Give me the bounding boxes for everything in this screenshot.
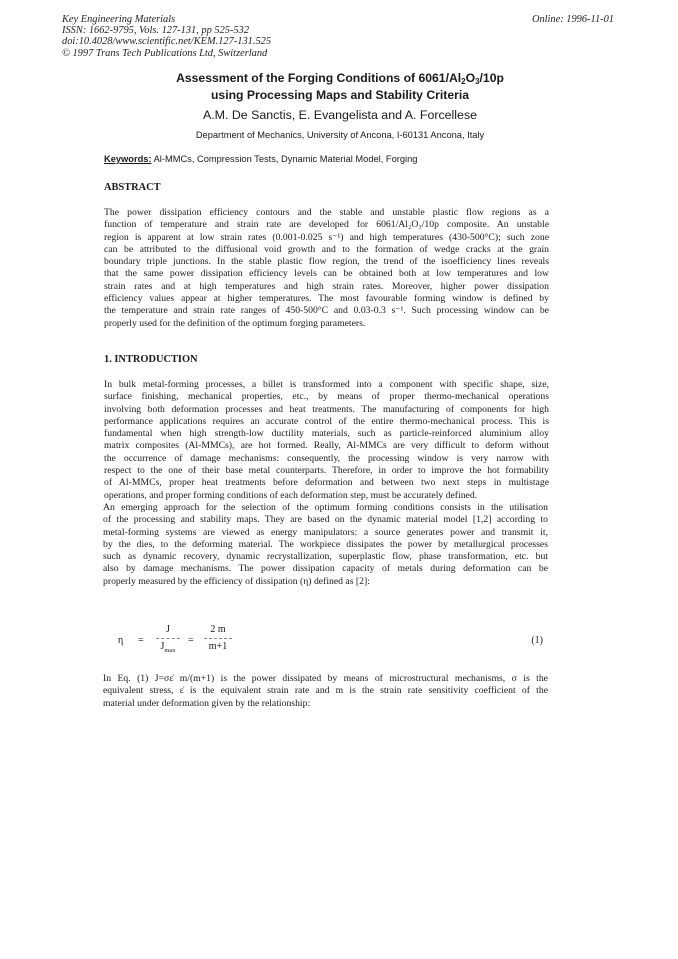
abstract-line: boundary triple junctions. In the stable plastic flow region, the trend of the isoefficiency lines reveals: [104, 256, 549, 268]
journal-name: Key Engineering Materials: [62, 14, 176, 25]
doi-line: doi:10.4028/www.scientific.net/KEM.127-131.525: [62, 36, 272, 48]
body-line: matrix composites (Al-MMCs), are hot formed. Really, Al-MMCs are very difficult to deform without: [104, 440, 549, 452]
body-line: of Al-MMCs, proper heat treatments before deformation and between two next steps in multistage: [104, 477, 549, 489]
body-line: of the processing and stability maps. They are based on the dynamic material model [1,2] according to: [103, 514, 548, 526]
equation-fraction-j: [156, 624, 180, 655]
abstract-line: function of temperature and strain rate are developed for 6061/Al₂O₃/10p composite. An unstable: [104, 219, 549, 231]
body-line: also by damage mechanisms. The power dissipation capacity of metals during deformation can be: [103, 563, 548, 575]
denominator-main: J: [160, 641, 165, 652]
abstract-line: the temperature and strain rate ranges of 450-500°C and 0.03-0.3 s⁻¹. Such processing window can be: [104, 305, 549, 317]
body-line: properly measured by the efficiency of dissipation (η) defined as [2]:: [103, 575, 370, 587]
abstract-line: can be attributed to the diffusional void growth and to the formation of wedge cracks at the grain: [104, 243, 549, 255]
title-part: Assessment of the Forging Conditions of 6061/Al: [176, 71, 462, 85]
body-line: In bulk metal-forming processes, a billet is transformed into a component with specific shape, size,: [104, 379, 549, 390]
issn-line: ISSN: 1662-9795, Vols. 127-131, pp 525-532: [62, 25, 250, 37]
body-line: equivalent stress, ε̇ is the equivalent strain rate and m is the strain rate sensitivity coefficient of the: [103, 685, 548, 697]
abstract-line: efficiency values appear at higher temperatures. The most favourable forming window is defined by: [104, 293, 549, 305]
body-line: metal-forming systems are viewed as energy manipulators: a source generates power and transmit it,: [103, 526, 548, 538]
equation-eta: η: [118, 635, 124, 646]
title-part: /10p: [479, 71, 504, 85]
abstract-line: that the same power dissipation efficiency levels can be obtained both at low temperatures and low: [104, 268, 549, 280]
introduction-paragraph-2: [103, 502, 548, 588]
body-line: respect to the one of their base metal counterparts. Therefore, in order to improve the hot formability: [104, 465, 549, 477]
equation-number: (1): [531, 635, 543, 646]
body-line: the occurrence of damage mechanisms: consequently, the processing window is very narrow with: [104, 452, 549, 464]
body-line: surface finishing, mechanical properties, etc., by means of proper thermo-mechanical operations: [104, 391, 549, 403]
equation-equals: =: [138, 635, 144, 646]
online-date: Online: 1996-11-01: [531, 14, 614, 25]
fraction-denominator: [156, 639, 180, 655]
copyright-line: © 1997 Trans Tech Publications Ltd, Switzerland: [62, 47, 268, 59]
introduction-paragraph-3: [103, 673, 548, 710]
body-line: In Eq. (1) J=σε̇ m/(m+1) is the power dissipated by means of microstructural mechanisms, σ is the: [103, 673, 548, 684]
abstract-line: region is apparent at low strain rates (0.001-0.025 s⁻¹) and high temperatures (430-500°C); such zone: [104, 231, 549, 243]
denominator-subscript: max: [164, 647, 176, 654]
body-line: by the dies, to the deforming material. The workpiece dissipates the power by metallurgical processes: [103, 538, 548, 550]
body-line: involving both deformation processes and heat treatments. The manufacturing of components for high: [104, 403, 549, 415]
body-line: An emerging approach for the selection of the optimum forming conditions consists in the utilisation: [103, 502, 548, 513]
fraction-denominator: m+1: [208, 641, 228, 652]
introduction-heading: 1. INTRODUCTION: [104, 354, 198, 365]
body-line: performance applications requires an accurate control of the entire thermo-mechanical process. This is: [104, 415, 549, 427]
body-line: operations, and proper forming conditions of each deformation step, must be accurately defined.: [104, 489, 478, 501]
journal-header: [62, 14, 271, 59]
title-subscript: 3: [475, 77, 480, 86]
paper-title: [90, 70, 590, 103]
body-line: such as dynamic recovery, dynamic recrystallization, superplastic flow, phase transformation, etc. but: [103, 551, 548, 563]
abstract-line: The power dissipation efficiency contours and the stable and unstable plastic flow regions as a: [104, 207, 549, 218]
abstract-line: strain rates and at high temperatures and high strain rates. Moreover, higher power dissipation: [104, 280, 549, 292]
keywords-text: Al-MMCs, Compression Tests, Dynamic Material Model, Forging: [151, 154, 418, 164]
fraction-numerator: J: [166, 624, 170, 635]
keywords-label: Keywords:: [104, 154, 152, 164]
title-part: O: [465, 71, 476, 85]
equation-equals: =: [188, 635, 194, 646]
introduction-paragraph-1: [104, 379, 549, 502]
abstract-body: [104, 207, 549, 330]
keywords: [104, 154, 417, 164]
title-line-2: using Processing Maps and Stability Criteria: [210, 87, 470, 102]
authors: A.M. De Sanctis, E. Evangelista and A. Forcellese: [202, 108, 478, 122]
body-line: material under deformation given by the relationship:: [103, 697, 311, 709]
title-line-1: [90, 70, 590, 87]
body-line: fundamental when high strength-low ductility materials, such as particle-reinforced aluminium alloy: [104, 428, 549, 440]
fraction-numerator: 2 m: [210, 624, 226, 635]
abstract-heading: ABSTRACT: [104, 182, 161, 193]
equation-1: [104, 622, 549, 662]
abstract-line: properly used for the definition of the optimum forging parameters.: [104, 317, 366, 329]
equation-fraction-m: [204, 624, 232, 655]
affiliation: Department of Mechanics, University of Ancona, I-60131 Ancona, Italy: [195, 130, 485, 140]
title-subscript: 2: [461, 77, 466, 86]
